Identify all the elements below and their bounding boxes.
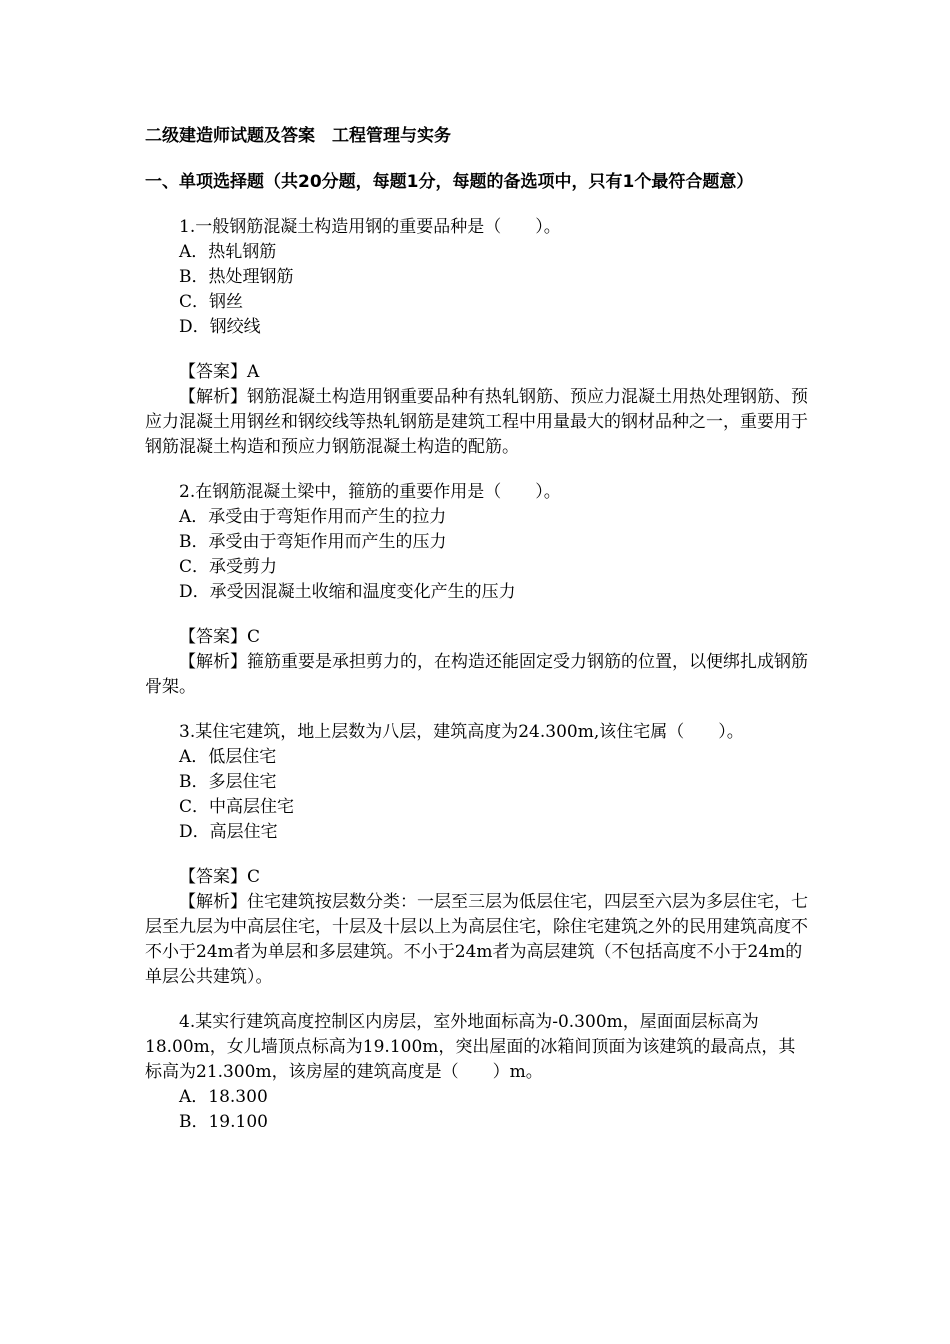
answer-block-1: [145, 360, 810, 460]
analysis: 【解析】钢筋混凝土构造用钢重要品种有热轧钢筋、预应力混凝土用热处理钢筋、预应力混凝土用钢丝和钢绞线等热轧钢筋是建筑工程中用量最大的钢材品种之一，重要用于钢筋混凝土构造和预应力钢筋混凝土构造的配筋。: [145, 387, 808, 457]
option-a: A．承受由于弯矩作用而产生的拉力: [179, 507, 447, 527]
answer: 【答案】A: [179, 362, 260, 382]
option-a: A．低层住宅: [179, 747, 277, 767]
option-a: A．热轧钢筋: [179, 242, 277, 262]
analysis: 【解析】箍筋重要是承担剪力的，在构造还能固定受力钢筋的位置，以便绑扎成钢筋骨架。: [145, 652, 808, 697]
option-a: A．18.300: [179, 1087, 268, 1107]
question-stem: 3.某住宅建筑，地上层数为八层，建筑高度为24.300m,该住宅属（ ）。: [179, 722, 744, 742]
answer-block-2: [145, 625, 810, 700]
answer: 【答案】C: [179, 867, 261, 887]
option-c: C．中高层住宅: [179, 797, 295, 817]
option-b: B．多层住宅: [179, 772, 277, 792]
question-1: [145, 215, 810, 340]
question-4: [145, 1010, 810, 1135]
option-b: B．热处理钢筋: [179, 267, 294, 287]
option-b: B．19.100: [179, 1112, 268, 1132]
analysis: 【解析】住宅建筑按层数分类：一层至三层为低层住宅，四层至六层为多层住宅，七层至九层为中高层住宅，十层及十层以上为高层住宅，除住宅建筑之外的民用建筑高度不不小于24m者为单层和多层建筑。不小于24m者为高层建筑（不包括高度不小于24m的单层公共建筑）。: [145, 892, 808, 987]
option-c: C．钢丝: [179, 292, 244, 312]
question-stem: 2.在钢筋混凝土梁中，箍筋的重要作用是（ ）。: [179, 482, 561, 502]
question-2: [145, 480, 810, 605]
answer-block-3: [145, 865, 810, 990]
option-b: B．承受由于弯矩作用而产生的压力: [179, 532, 447, 552]
section-heading: 一、单项选择题（共20分题，每题1分，每题的备选项中，只有1个最符合题意）: [145, 172, 754, 192]
question-stem: 4.某实行建筑高度控制区内房层，室外地面标高为-0.300m，屋面面层标高为18.00m，女儿墙顶点标高为19.100m，突出屋面的冰箱间顶面为该建筑的最高点，其标高为21.300m，该房屋的建筑高度是（ ）m。: [145, 1012, 796, 1082]
question-3: [145, 720, 810, 845]
document-title: 二级建造师试题及答案 工程管理与实务: [145, 126, 451, 146]
document-page: [145, 123, 810, 1155]
option-c: C．承受剪力: [179, 557, 278, 577]
question-stem: 1.一般钢筋混凝土构造用钢的重要品种是（ ）。: [179, 217, 561, 237]
option-d: D．承受因混凝土收缩和温度变化产生的压力: [179, 582, 516, 602]
option-d: D．钢绞线: [179, 317, 261, 337]
option-d: D．高层住宅: [179, 822, 278, 842]
answer: 【答案】C: [179, 627, 261, 647]
